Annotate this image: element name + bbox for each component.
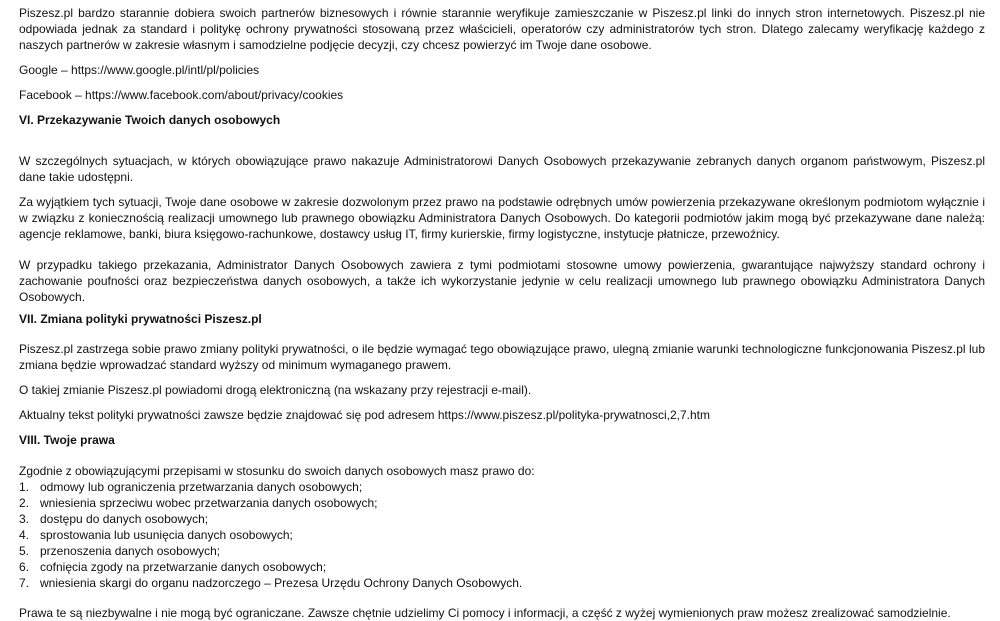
list-number: 5. (19, 544, 30, 558)
list-item-text: dostępu do danych osobowych; (40, 512, 209, 526)
facebook-policy-link[interactable]: Facebook – https://www.facebook.com/about/privacy/cookies (19, 88, 344, 102)
list-number: 1. (19, 480, 30, 494)
closing-paragraph: Prawa te są niezbywalne i nie mogą być ograniczane. Zawsze chętnie udzielimy Ci pomocy i informacji, a część z wyżej wymienionych praw możesz zrealizować samodzielnie. (19, 606, 951, 620)
section-vii-paragraph-1: Piszesz.pl zastrzega sobie prawo zmiany polityki prywatności, o ile będzie wymagać tego obowiązujące prawo, ulegną zmianie warunki technologiczne funkcjonowania Piszesz.pl lub zmiana będzie wprowadzać standard wyższy od minimum wymaganego prawem. (19, 342, 985, 372)
list-number: 7. (19, 576, 30, 590)
section-vii-paragraph-3: Aktualny tekst polityki prywatności zawsze będzie znajdować się pod adresem https://www.piszesz.pl/polityka-prywatnosci,2,7.htm (19, 408, 710, 422)
section-viii-intro: Zgodnie z obowiązującymi przepisami w stosunku do swoich danych osobowych masz prawo do: (19, 464, 535, 478)
list-item-text: wniesienia sprzeciwu wobec przetwarzania danych osobowych; (40, 496, 378, 510)
list-item-text: cofnięcia zgody na przetwarzanie danych osobowych; (40, 560, 327, 574)
section-vi-heading: VI. Przekazywanie Twoich danych osobowych (19, 113, 281, 127)
section-vi-paragraph-2: Za wyjątkiem tych sytuacji, Twoje dane osobowe w zakresie dozwolonym przez prawo na podstawie odrębnych umów powierzenia przekazywane określonym podmiotom wyłącznie i w związku z koniecznością realizacji umownego lub prawnego obowiązku Administratora Danych Osobowych. Do kategorii podmiotów jakim mogą być przekazywane dane należą: agencje reklamowe, banki, biura księgowo-rachunkowe, dostawcy usług IT, firmy kurierskie, firmy logistyczne, instytucje płatnicze, przewoźnicy. (19, 195, 985, 241)
list-item-text: wniesienia skargi do organu nadzorczego – Prezesa Urzędu Ochrony Danych Osobowych. (40, 576, 523, 590)
list-item (19, 495, 719, 511)
list-item-text: przenoszenia danych osobowych; (40, 544, 221, 558)
list-item (19, 559, 719, 575)
section-vi-paragraph-1: W szczególnych sytuacjach, w których obowiązujące prawo nakazuje Administratorowi Danych Osobowych przekazywanie zebranych danych organom państwowym, Piszesz.pl dane takie udostępni. (19, 154, 985, 184)
list-item (19, 511, 719, 527)
section-vii-heading: VII. Zmiana polityki prywatności Piszesz.pl (19, 312, 262, 326)
list-item (19, 543, 719, 559)
list-number: 6. (19, 560, 30, 574)
section-vii-paragraph-2: O takiej zmianie Piszesz.pl powiadomi drogą elektroniczną (na wskazany przy rejestracji e-mail). (19, 383, 532, 397)
section-vi-paragraph-3: W przypadku takiego przekazania, Administrator Danych Osobowych zawiera z tymi podmiotami stosowne umowy powierzenia, gwarantujące najwyższy standard ochrony i zachowanie poufności oraz bezpieczeństwa danych osobowych, a także ich wykorzystanie jedynie w celu realizacji umownego lub prawnego obowiązku Administratora Danych Osobowych. (19, 258, 985, 304)
partners-paragraph: Piszesz.pl bardzo starannie dobiera swoich partnerów biznesowych i równie starannie weryfikuje zamieszczanie w Piszesz.pl linki do innych stron internetowych. Piszesz.pl nie odpowiada jednak za standard i politykę ochrony prywatności stosowaną przez właścicieli, operatorów czy administratorów tych stron. Dlatego zalecamy weryfikację każdego z naszych partnerów w zakresie własnym i samodzielne podjęcie decyzji, czy chcesz powierzyć im Twoje dane osobowe. (19, 6, 985, 52)
list-number: 2. (19, 496, 30, 510)
google-policy-link[interactable]: Google – https://www.google.pl/intl/pl/policies (19, 63, 260, 77)
list-item (19, 527, 719, 543)
list-item (19, 575, 719, 591)
list-number: 3. (19, 512, 30, 526)
list-item-text: odmowy lub ograniczenia przetwarzania danych osobowych; (40, 480, 363, 494)
section-viii-heading: VIII. Twoje prawa (19, 433, 115, 447)
list-item-text: sprostowania lub usunięcia danych osobowych; (40, 528, 293, 542)
list-item (19, 479, 719, 495)
list-number: 4. (19, 528, 30, 542)
rights-list (19, 479, 719, 591)
